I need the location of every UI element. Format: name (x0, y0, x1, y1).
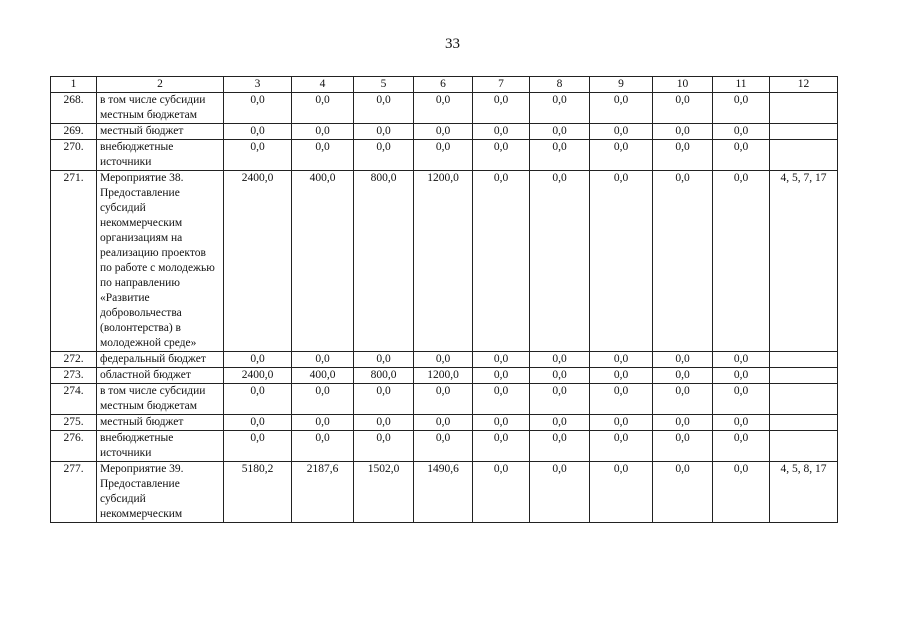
value-cell: 0,0 (713, 171, 770, 352)
row-name: Мероприятие 39. Предоставление субсидий некоммерческим (97, 462, 224, 523)
indicator-refs (770, 431, 838, 462)
column-header: 1 (51, 77, 97, 93)
value-cell: 0,0 (414, 384, 473, 415)
column-header: 11 (713, 77, 770, 93)
table-row (51, 352, 838, 368)
row-name: внебюджетные источники (97, 140, 224, 171)
row-number: 272. (51, 352, 97, 368)
value-cell: 2187,6 (292, 462, 354, 523)
value-cell: 0,0 (414, 140, 473, 171)
column-header: 12 (770, 77, 838, 93)
row-name: Мероприятие 38. Предоставление субсидий некоммерческим организациям на реализацию проектов по работе с молодежью по направлению «Развитие добровольчества (волонтерства) в молодежной среде» (97, 171, 224, 352)
budget-table (50, 76, 838, 523)
row-name: внебюджетные источники (97, 431, 224, 462)
value-cell: 0,0 (653, 431, 713, 462)
value-cell: 0,0 (590, 352, 653, 368)
value-cell: 0,0 (473, 93, 530, 124)
column-header: 8 (530, 77, 590, 93)
value-cell: 0,0 (530, 415, 590, 431)
value-cell: 0,0 (473, 140, 530, 171)
value-cell: 0,0 (653, 352, 713, 368)
indicator-refs (770, 93, 838, 124)
value-cell: 0,0 (354, 124, 414, 140)
value-cell: 0,0 (414, 415, 473, 431)
value-cell: 0,0 (713, 352, 770, 368)
row-number: 269. (51, 124, 97, 140)
value-cell: 0,0 (653, 368, 713, 384)
indicator-refs (770, 368, 838, 384)
value-cell: 0,0 (354, 352, 414, 368)
value-cell: 0,0 (530, 431, 590, 462)
value-cell: 800,0 (354, 368, 414, 384)
value-cell: 0,0 (473, 352, 530, 368)
value-cell: 0,0 (414, 124, 473, 140)
row-number: 277. (51, 462, 97, 523)
value-cell: 0,0 (530, 462, 590, 523)
row-name: в том числе субсидии местным бюджетам (97, 93, 224, 124)
value-cell: 0,0 (590, 368, 653, 384)
value-cell: 0,0 (354, 140, 414, 171)
row-number: 273. (51, 368, 97, 384)
value-cell: 0,0 (292, 384, 354, 415)
row-name: местный бюджет (97, 124, 224, 140)
value-cell: 0,0 (354, 415, 414, 431)
table-row (51, 431, 838, 462)
table-body (51, 93, 838, 523)
value-cell: 1200,0 (414, 368, 473, 384)
row-name: местный бюджет (97, 415, 224, 431)
indicator-refs: 4, 5, 8, 17 (770, 462, 838, 523)
value-cell: 0,0 (653, 462, 713, 523)
value-cell: 0,0 (473, 384, 530, 415)
column-header: 9 (590, 77, 653, 93)
column-header: 2 (97, 77, 224, 93)
column-header: 3 (224, 77, 292, 93)
value-cell: 0,0 (473, 171, 530, 352)
value-cell: 0,0 (530, 352, 590, 368)
value-cell: 0,0 (354, 431, 414, 462)
value-cell: 0,0 (224, 384, 292, 415)
value-cell: 0,0 (354, 93, 414, 124)
value-cell: 0,0 (414, 352, 473, 368)
indicator-refs (770, 140, 838, 171)
header-row (51, 77, 838, 93)
table-row (51, 93, 838, 124)
row-number: 275. (51, 415, 97, 431)
table-row (51, 171, 838, 352)
value-cell: 0,0 (530, 384, 590, 415)
value-cell: 1200,0 (414, 171, 473, 352)
value-cell: 0,0 (473, 368, 530, 384)
value-cell: 0,0 (590, 431, 653, 462)
column-header: 7 (473, 77, 530, 93)
value-cell: 1490,6 (414, 462, 473, 523)
value-cell: 0,0 (414, 431, 473, 462)
row-number: 274. (51, 384, 97, 415)
value-cell: 0,0 (713, 462, 770, 523)
value-cell: 2400,0 (224, 368, 292, 384)
value-cell: 0,0 (530, 171, 590, 352)
value-cell: 0,0 (224, 415, 292, 431)
value-cell: 2400,0 (224, 171, 292, 352)
value-cell: 0,0 (473, 124, 530, 140)
value-cell: 0,0 (653, 93, 713, 124)
value-cell: 0,0 (713, 368, 770, 384)
value-cell: 0,0 (590, 124, 653, 140)
value-cell: 0,0 (653, 140, 713, 171)
value-cell: 0,0 (653, 384, 713, 415)
value-cell: 0,0 (473, 415, 530, 431)
value-cell: 0,0 (414, 93, 473, 124)
table-row (51, 140, 838, 171)
value-cell: 0,0 (653, 171, 713, 352)
row-name: в том числе субсидии местным бюджетам (97, 384, 224, 415)
column-header: 6 (414, 77, 473, 93)
row-number: 276. (51, 431, 97, 462)
value-cell: 0,0 (530, 140, 590, 171)
table-row (51, 384, 838, 415)
table-row (51, 462, 838, 523)
value-cell: 0,0 (224, 352, 292, 368)
column-header: 10 (653, 77, 713, 93)
value-cell: 0,0 (473, 462, 530, 523)
value-cell: 0,0 (590, 171, 653, 352)
value-cell: 0,0 (292, 124, 354, 140)
indicator-refs: 4, 5, 7, 17 (770, 171, 838, 352)
value-cell: 0,0 (292, 352, 354, 368)
value-cell: 0,0 (713, 93, 770, 124)
value-cell: 0,0 (224, 140, 292, 171)
value-cell: 0,0 (713, 140, 770, 171)
row-name: областной бюджет (97, 368, 224, 384)
column-header: 4 (292, 77, 354, 93)
table-row (51, 124, 838, 140)
value-cell: 0,0 (530, 93, 590, 124)
row-name: федеральный бюджет (97, 352, 224, 368)
value-cell: 0,0 (530, 368, 590, 384)
indicator-refs (770, 415, 838, 431)
value-cell: 0,0 (292, 431, 354, 462)
value-cell: 800,0 (354, 171, 414, 352)
value-cell: 0,0 (590, 384, 653, 415)
value-cell: 0,0 (653, 124, 713, 140)
value-cell: 0,0 (224, 431, 292, 462)
value-cell: 0,0 (713, 431, 770, 462)
table-row (51, 415, 838, 431)
value-cell: 1502,0 (354, 462, 414, 523)
value-cell: 0,0 (713, 384, 770, 415)
value-cell: 0,0 (653, 415, 713, 431)
value-cell: 5180,2 (224, 462, 292, 523)
value-cell: 0,0 (590, 462, 653, 523)
row-number: 271. (51, 171, 97, 352)
value-cell: 0,0 (590, 415, 653, 431)
indicator-refs (770, 384, 838, 415)
value-cell: 0,0 (224, 93, 292, 124)
value-cell: 0,0 (473, 431, 530, 462)
value-cell: 400,0 (292, 171, 354, 352)
value-cell: 400,0 (292, 368, 354, 384)
value-cell: 0,0 (713, 124, 770, 140)
indicator-refs (770, 124, 838, 140)
row-number: 268. (51, 93, 97, 124)
value-cell: 0,0 (224, 124, 292, 140)
page-number: 33 (445, 36, 460, 52)
row-number: 270. (51, 140, 97, 171)
value-cell: 0,0 (292, 140, 354, 171)
column-header: 5 (354, 77, 414, 93)
value-cell: 0,0 (590, 93, 653, 124)
value-cell: 0,0 (354, 384, 414, 415)
table-row (51, 368, 838, 384)
value-cell: 0,0 (590, 140, 653, 171)
value-cell: 0,0 (713, 415, 770, 431)
value-cell: 0,0 (292, 415, 354, 431)
value-cell: 0,0 (292, 93, 354, 124)
indicator-refs (770, 352, 838, 368)
value-cell: 0,0 (530, 124, 590, 140)
